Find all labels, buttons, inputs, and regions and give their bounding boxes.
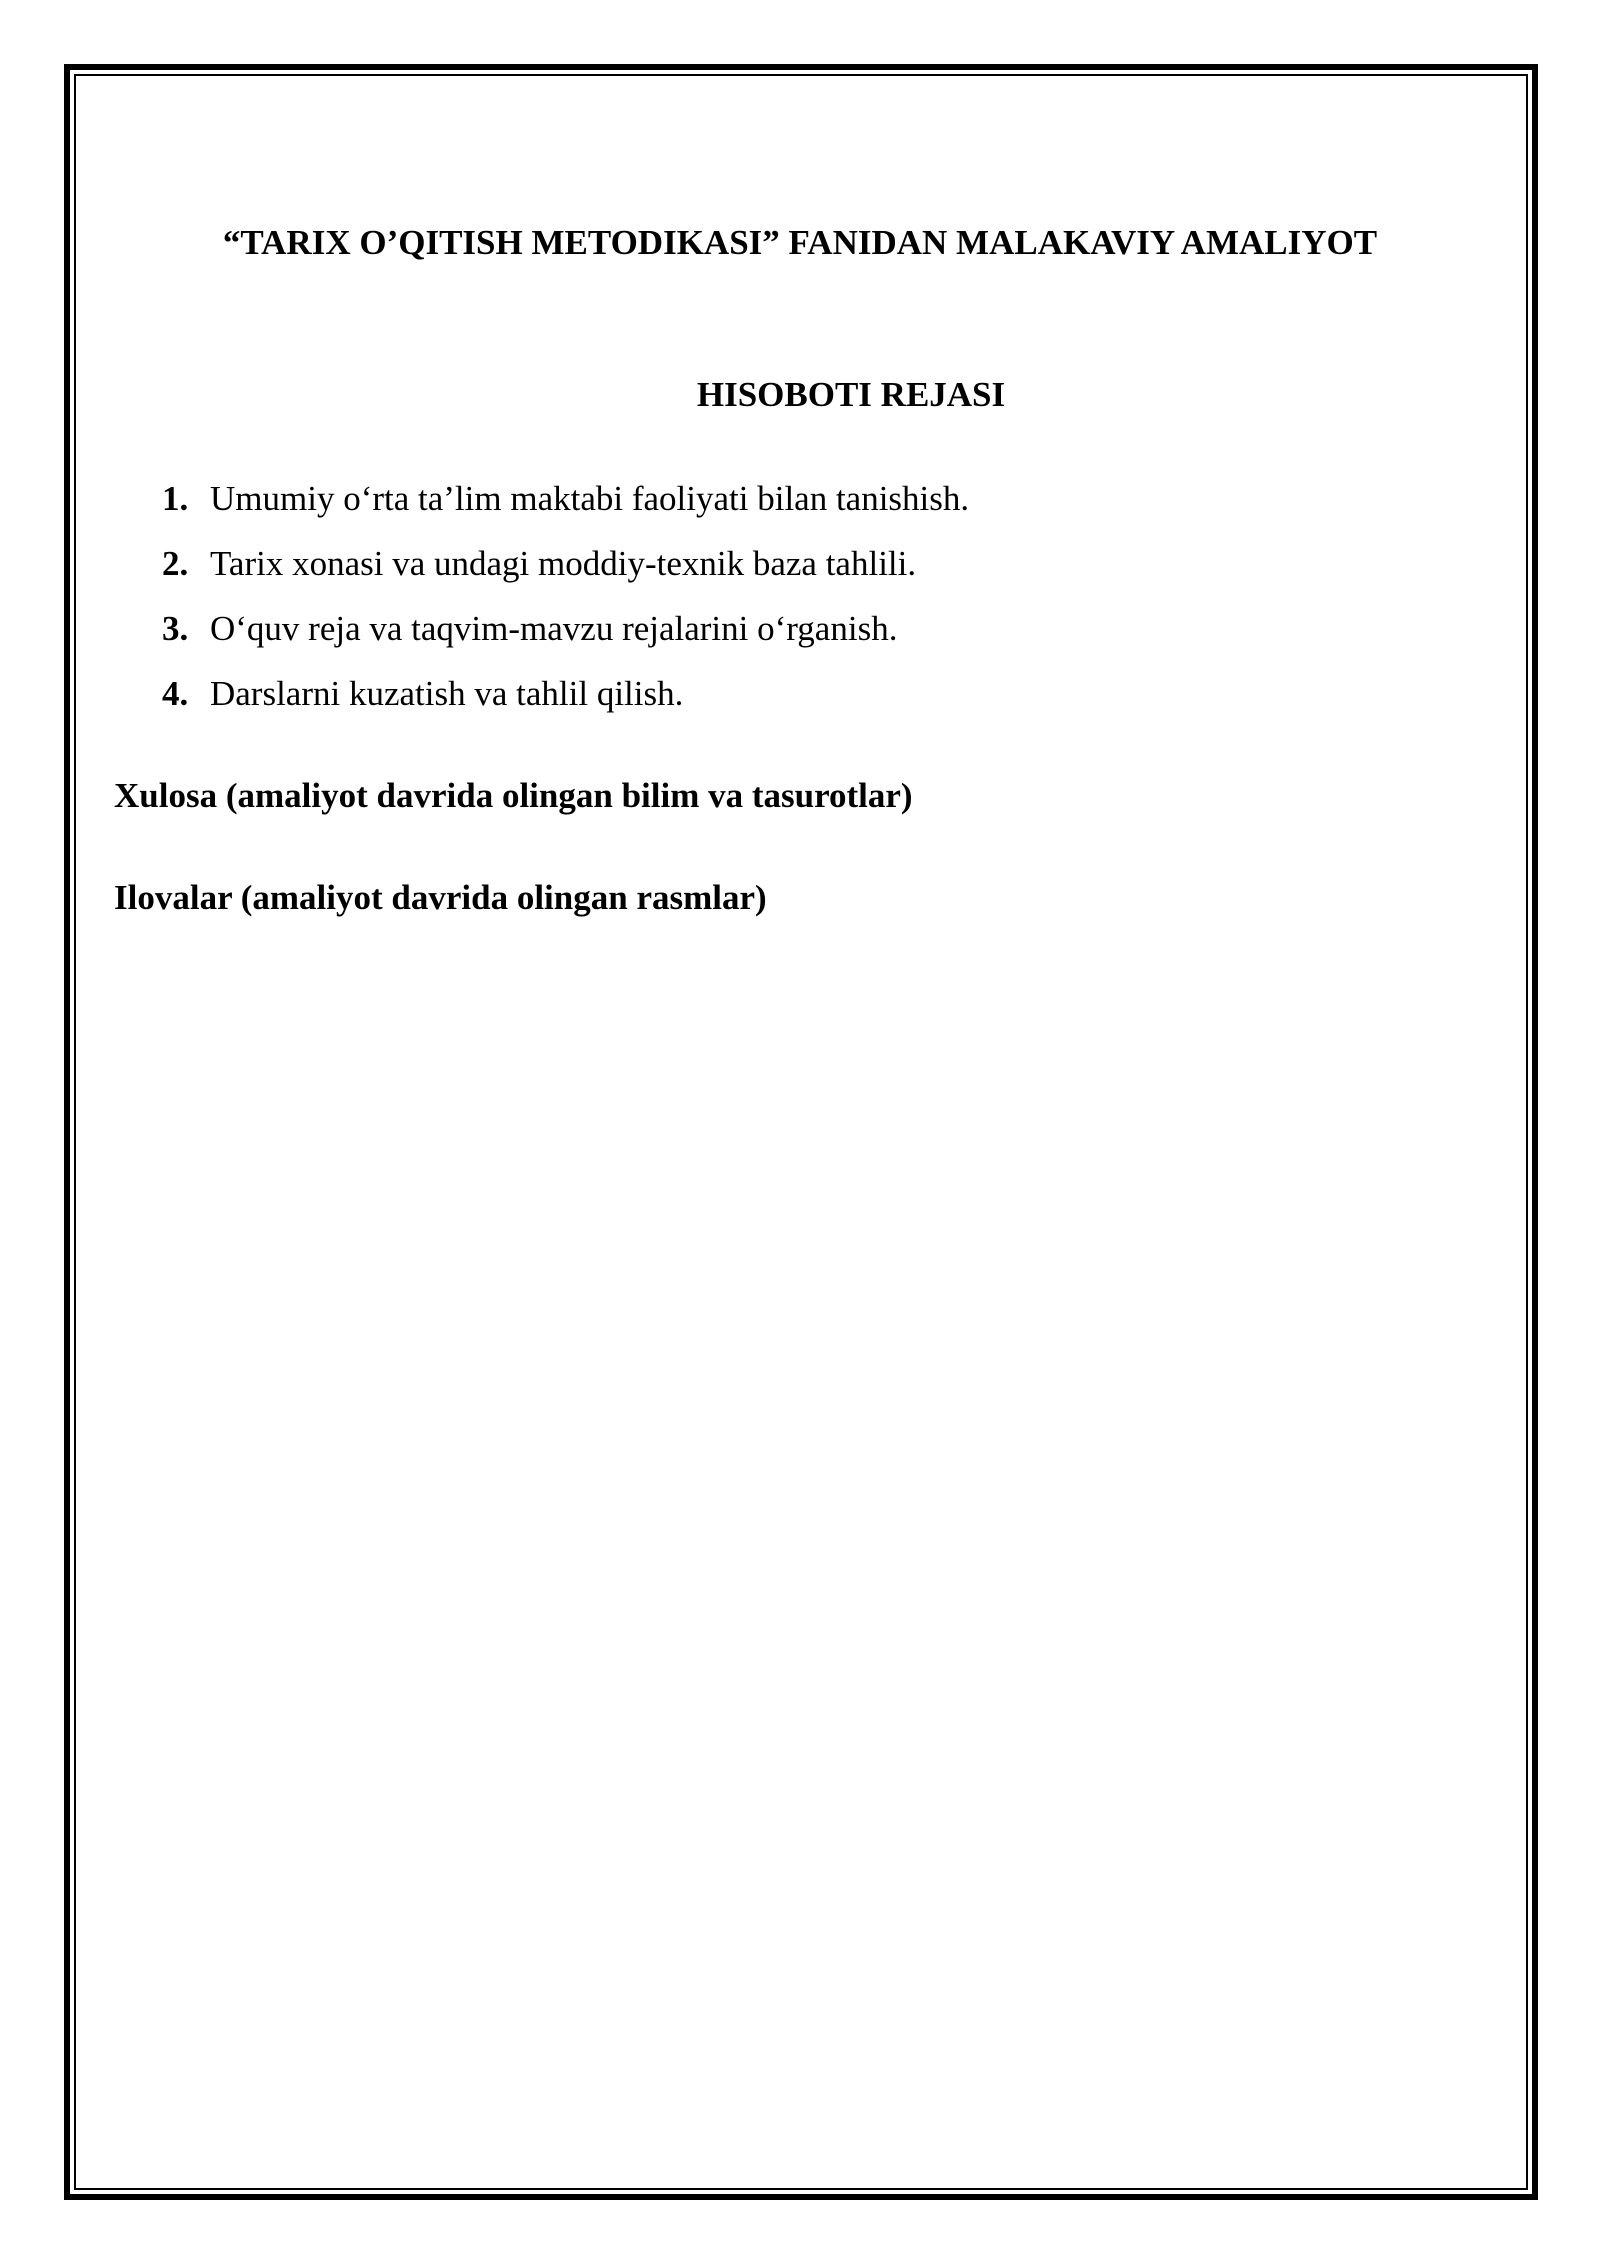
plan-item-number: 4. xyxy=(162,674,189,713)
plan-item-text: O‘quv reja va taqvim-mavzu rejalarini o‘rganish. xyxy=(210,609,898,648)
plan-item-number: 1. xyxy=(162,479,189,518)
plan-item-number: 3. xyxy=(162,609,189,648)
plan-list xyxy=(162,474,969,734)
document-title: “TARIX O’QITISH METODIKASI” FANIDAN MALAKAVIY AMALIYOT xyxy=(222,223,1378,262)
document-body xyxy=(110,0,1490,2262)
plan-item xyxy=(162,539,969,604)
plan-item xyxy=(162,669,969,734)
plan-item-text: Umumiy o‘rta ta’lim maktabi faoliyati bilan tanishish. xyxy=(210,479,970,518)
conclusion-heading: Xulosa (amaliyot davrida olingan bilim va tasurotlar) xyxy=(114,776,913,815)
plan-item xyxy=(162,474,969,539)
plan-item-number: 2. xyxy=(162,544,189,583)
plan-item-text: Tarix xonasi va undagi moddiy-texnik baza tahlili. xyxy=(210,544,917,583)
plan-item-text: Darslarni kuzatish va tahlil qilish. xyxy=(210,674,684,713)
plan-item xyxy=(162,604,969,669)
document-subtitle: HISOBOTI REJASI xyxy=(696,375,1006,414)
appendix-heading: Ilovalar (amaliyot davrida olingan rasmlar) xyxy=(114,878,767,917)
